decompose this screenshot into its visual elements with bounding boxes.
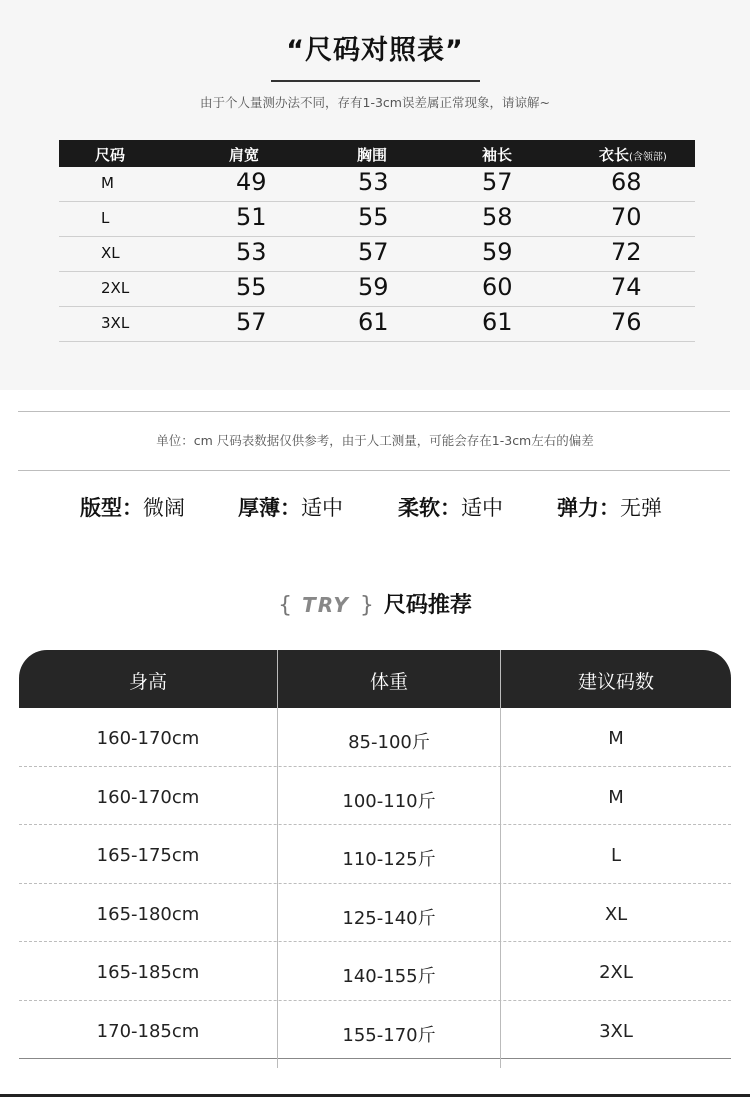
cell-size: XL: [604, 903, 628, 925]
cell-height: 160-170cm: [96, 728, 200, 749]
cell-length: 70: [611, 203, 642, 231]
attr-fit: [80, 492, 185, 522]
cell-chest: 55: [358, 203, 389, 231]
cell-size: 2XL: [101, 279, 130, 297]
cell-sleeve: 58: [482, 203, 513, 231]
cell-sleeve: 59: [482, 238, 513, 266]
cell-size: L: [101, 209, 110, 227]
cell-chest: 59: [358, 273, 389, 301]
cell-length: 72: [611, 238, 642, 266]
cell-chest: 57: [358, 238, 389, 266]
subtitle: 由于个人量测办法不同，存有1-3cm误差属正常现象，请谅解~: [200, 95, 550, 110]
table-row: [19, 1001, 731, 1060]
table-row: [19, 767, 731, 826]
attr-label: 弹力：: [557, 496, 620, 520]
attr-value: 微阔: [143, 496, 185, 520]
cell-size: 2XL: [599, 962, 633, 983]
table-row: [19, 825, 731, 884]
cell-height: 165-180cm: [96, 903, 200, 925]
table-row: [19, 708, 731, 767]
table-row: [19, 884, 731, 943]
attr-label: 柔软：: [398, 496, 461, 520]
header-sleeve: 袖长: [482, 146, 513, 164]
table-row: [59, 307, 695, 342]
cell-weight: 125-140斤: [342, 907, 436, 929]
header-size: 尺码: [95, 146, 126, 164]
attr-thickness: [238, 492, 343, 522]
table-row: [59, 202, 695, 237]
header-height: 身高: [128, 671, 167, 693]
divider: [18, 470, 730, 471]
recommend-heading: [0, 588, 750, 619]
recommend-table: [19, 650, 731, 1068]
cell-length: 74: [611, 273, 642, 301]
header-length-note: (含领部): [629, 152, 667, 163]
header-chest: 胸围: [357, 146, 388, 164]
cell-height: 165-185cm: [96, 962, 200, 983]
cell-weight: 110-125斤: [342, 849, 436, 870]
cell-sleeve: 57: [482, 168, 513, 196]
cell-height: 160-170cm: [96, 786, 200, 808]
recommend-table-body: [19, 708, 731, 1059]
cell-weight: 155-170斤: [342, 1024, 436, 1046]
cell-shoulder: 51: [236, 203, 267, 231]
cell-size: 3XL: [101, 314, 130, 332]
attr-elasticity: [557, 492, 662, 522]
recommend-title: 尺码推荐: [383, 593, 472, 618]
header-suggested-size: 建议码数: [577, 671, 654, 693]
cell-weight: 100-110斤: [342, 790, 436, 812]
cell-sleeve: 60: [482, 273, 513, 301]
attr-value: 适中: [301, 496, 343, 520]
try-label: TRY: [302, 593, 350, 617]
fabric-attributes: [0, 492, 750, 522]
size-chart-panel: [0, 0, 750, 390]
cell-size: L: [610, 845, 622, 866]
cell-size: M: [608, 728, 624, 749]
bottom-border: [0, 1094, 750, 1097]
column-divider: [500, 650, 501, 1068]
page-title: “尺码对照表”: [286, 35, 464, 66]
cell-chest: 53: [358, 168, 389, 196]
table-row: [59, 237, 695, 272]
header-shoulder: 肩宽: [229, 146, 260, 164]
cell-shoulder: 57: [236, 308, 267, 336]
recommend-table-header: [19, 650, 731, 708]
cell-size: 3XL: [599, 1020, 633, 1042]
table-row: [19, 942, 731, 1001]
header-length-label: 衣长: [599, 146, 630, 164]
brace-open: {: [278, 593, 293, 618]
cell-size: M: [101, 174, 114, 192]
cell-sleeve: 61: [482, 308, 513, 336]
cell-weight: 140-155斤: [342, 966, 436, 987]
table-row: [59, 167, 695, 202]
header-length: [599, 144, 667, 165]
measurement-note: 单位：cm 尺码表数据仅供参考，由于人工测量，可能会存在1-3cm左右的偏差: [156, 433, 594, 448]
attr-label: 版型：: [80, 496, 143, 520]
cell-size: XL: [101, 244, 120, 262]
cell-shoulder: 53: [236, 238, 267, 266]
header-weight: 体重: [369, 671, 408, 693]
cell-weight: 85-100斤: [348, 732, 430, 753]
attr-label: 厚薄：: [238, 496, 301, 520]
size-table: [59, 140, 695, 342]
cell-length: 76: [611, 308, 642, 336]
column-divider: [277, 650, 278, 1068]
cell-chest: 61: [358, 308, 389, 336]
cell-length: 68: [611, 168, 642, 196]
brace-close: }: [359, 593, 374, 618]
title-underline: [271, 80, 480, 82]
attr-softness: [398, 492, 503, 522]
attr-value: 适中: [461, 496, 503, 520]
cell-height: 170-185cm: [96, 1020, 200, 1042]
divider: [18, 411, 730, 412]
size-table-header: [59, 140, 695, 167]
cell-shoulder: 49: [236, 168, 267, 196]
cell-size: M: [608, 786, 624, 808]
attr-value: 无弹: [620, 496, 662, 520]
table-row: [59, 272, 695, 307]
cell-shoulder: 55: [236, 273, 267, 301]
cell-height: 165-175cm: [96, 845, 200, 866]
